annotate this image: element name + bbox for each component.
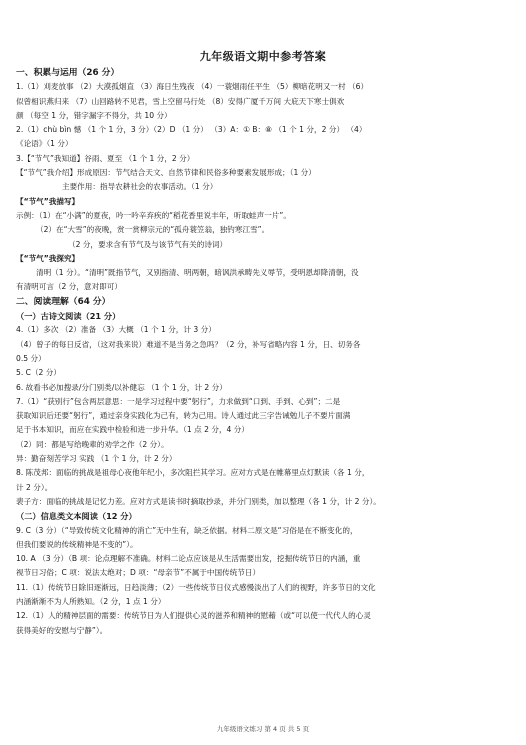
subsection-heading: （二）信息类文本阅读（12 分） [16,511,137,522]
answer-line: 获取知识后还要“躬行”，通过亲身实践化为己有，转为己用。诗人通过此三字告诫勉儿子不要片面满 [16,411,351,421]
answer-line: 0.5 分） [16,353,46,363]
document-body [16,66,512,638]
answer-line: 足于书本知识，而应在实践中检验和进一步升华。（1 点 2 分，4 分） [16,425,249,435]
answer-line: 异：勤奋刻苦学习 实践 （1 个 1 分，计 2 分） [16,454,177,464]
answer-line: 视节日习俗；C 项：说法太绝对；D 项：“母亲节”不属于中国传统节日） [16,568,261,578]
answer-line: 2.（1）chù bìn 憾 （1 个 1 分，3 分）（2）D （1 分） （3）A：① B：⑧ （1 个 1 分，2 分） （4） [16,125,367,135]
answer-line: 7.（1）“获别行”包含两层意思：一是学习过程中要“躬行”，力求做到“口到、手到、心到”；二是 [16,396,341,406]
answer-line: 9. C（3 分）（“导致传统文化精神的消亡”无中生有，缺乏依据。材料二原文是“习俗是在不断变化的， [16,525,358,535]
answer-line: 【“节气”我介绍】形成原因：节气结合天文、自然节律和民俗多种要素发展形成；（1 分） [16,168,316,178]
answer-line: （4）曾子的每日反省，（这对我来说）难道不是当务之急吗？（2 分，补写省略内容 1 分，日、切务各 [16,339,361,349]
answer-line: 11.（1）传统节日除旧逐渐远，日趋淡薄；（2）一些传统节日仪式感慢淡出了人们的视野，许多节日的文化 [16,582,376,592]
answer-line: 4.（1）多次 （2）准备 （3）大概 （1 个 1 分，计 3 分） [16,325,216,335]
answer-line: 10. A （3 分）（B 项：论点理解不准确。材料二论点应该是从生活需要出发，挖掘传统节日的内涵，重 [16,554,361,564]
answer-line: 获得美好的安慰与宁静”）。 [16,625,108,635]
section-heading: 一、积累与运用（26 分） [16,68,120,78]
answer-line: 6. 故看书必加搜录/分门别类/以补健忘 （1 个 1 分，计 2 分） [16,382,227,392]
answer-line: 主要作用：指导农耕社会的农事活动。（1 分） [62,182,218,192]
answer-line: 但我们要说的传统精神是不变的”）。 [16,539,138,549]
answer-line: 5. C（2 分） [16,368,61,378]
answer-line: 似曾相识燕归来 （7）山回路转不见君，雪上空留马行处 （8）安得广厦千万间 大庇天下寒士俱欢 [16,96,345,106]
answer-line: 3.【“节气”我知道】谷雨、夏至 （1 个 1 分，2 分） [16,153,195,163]
answer-line: 1.（1）刈麦放事 （2）大漠孤烟直 （3）海日生残夜 （4）一蓑烟雨任平生 （5）柳暗花明又一村 （6） [16,82,369,92]
answer-line: （2）在“大雪”的夜晚，赏一赏柳宗元的“孤舟蓑笠翁，独钓寒江雪”。 [36,225,270,235]
answer-line: （2 分，要求含有节气及与该节气有关的诗词） [68,239,228,249]
subtask-heading: 【“节气”我描写】 [16,196,80,206]
answer-line: （2）同：都是写给晚辈的劝学之作（2 分）。 [16,439,169,449]
answer-line: 8. 陈茂邦：面临的挑战是祖母心夜他年纪小，多次阻拦其学习。应对方式是在帷幕里点灯默读（各 1 分， [16,468,370,478]
section-heading: 二、阅读理解（64 分） [16,296,111,307]
page-footer: 九年级语文练习 第 4 页 共 5 页 [216,725,310,733]
answer-line: 裴子方：面临的挑战是记忆力差。应对方式是读书时摘取抄录，并分门别类，加以整理（各 1 分，计 2 分）。 [16,496,381,506]
answer-line: 清明（1 分）。“清明”既指节气，又别指清、明两朝，暗讽洪承畴先义辱节，受明恩却降清朝，没 [36,268,359,278]
answer-line: 颜 （每空 1 分，错字漏字不得分，共 10 分） [16,110,172,120]
document-title: 九年级语文期中参考答案 [199,50,327,63]
subsection-heading: （一）古诗文阅读（21 分） [16,311,121,322]
answer-line: 计 2 分）。 [16,482,53,492]
answer-line: 内涵渐渐不为人所熟知。（2 分，1 点 1 分） [16,596,166,606]
answer-line: 《论语》（1 分） [16,139,73,149]
answer-line: 有清明可言（2 分，意对即可） [16,282,122,292]
answer-line: 示例：（1）在“小满”的夏夜，吟一吟辛弃疾的“稻花香里说丰年，听取蛙声一片”。 [16,210,291,220]
answer-line: 12.（1）人的精神层面的需要：传统节日为人们提供心灵的滋养和精神的慰藉（或“可以使一代代人的心灵 [16,611,371,621]
subtask-heading: 【“节气”我探究】 [16,253,80,263]
